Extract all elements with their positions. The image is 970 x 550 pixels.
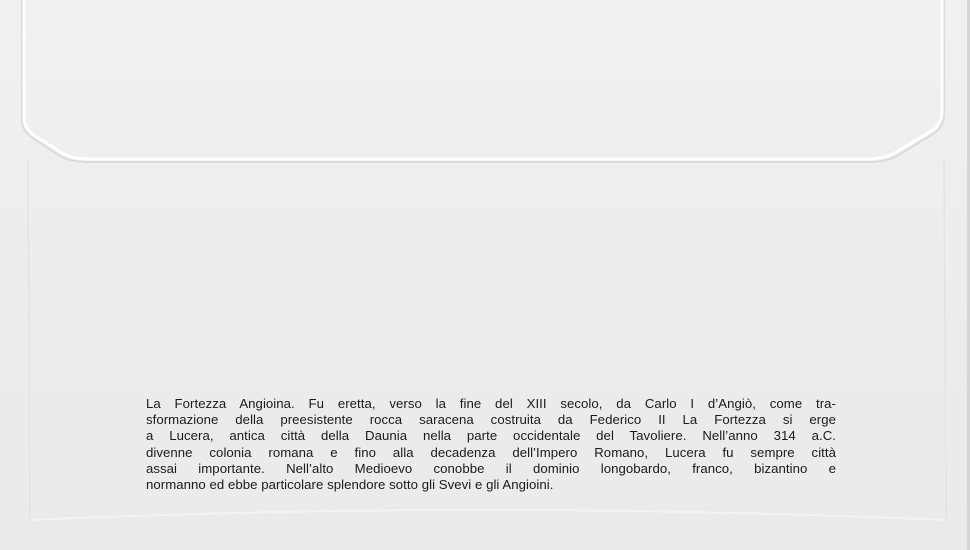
left-fold: [28, 160, 30, 520]
flap-edge: [24, 0, 942, 159]
description-line: sformazione della preesistente rocca saracena costruita da Federico II La Fortezza si erge: [146, 412, 836, 428]
description-line: normanno ed ebbe particolare splendore sotto gli Svevi e gli Angioini.: [146, 477, 554, 493]
bottom-flap: [30, 510, 946, 520]
right-fold: [944, 160, 946, 520]
description-line: La Fortezza Angioina. Fu eretta, verso la fine del XIII secolo, da Carlo I d’Angiò, come tra-: [146, 396, 836, 411]
description-line: divenne colonia romana e fino alla decadenza dell’Impero Romano, Lucera fu sempre città: [146, 444, 836, 460]
description-text: [146, 396, 836, 493]
description-line: a Lucera, antica città della Daunia nella parte occidentale del Tavoliere. Nell’anno 314 a.C.: [146, 428, 836, 444]
description-line: assai importante. Nell’alto Medioevo conobbe il dominio longobardo, franco, bizantino e: [146, 460, 836, 476]
flap-shadow: [22, 0, 944, 162]
